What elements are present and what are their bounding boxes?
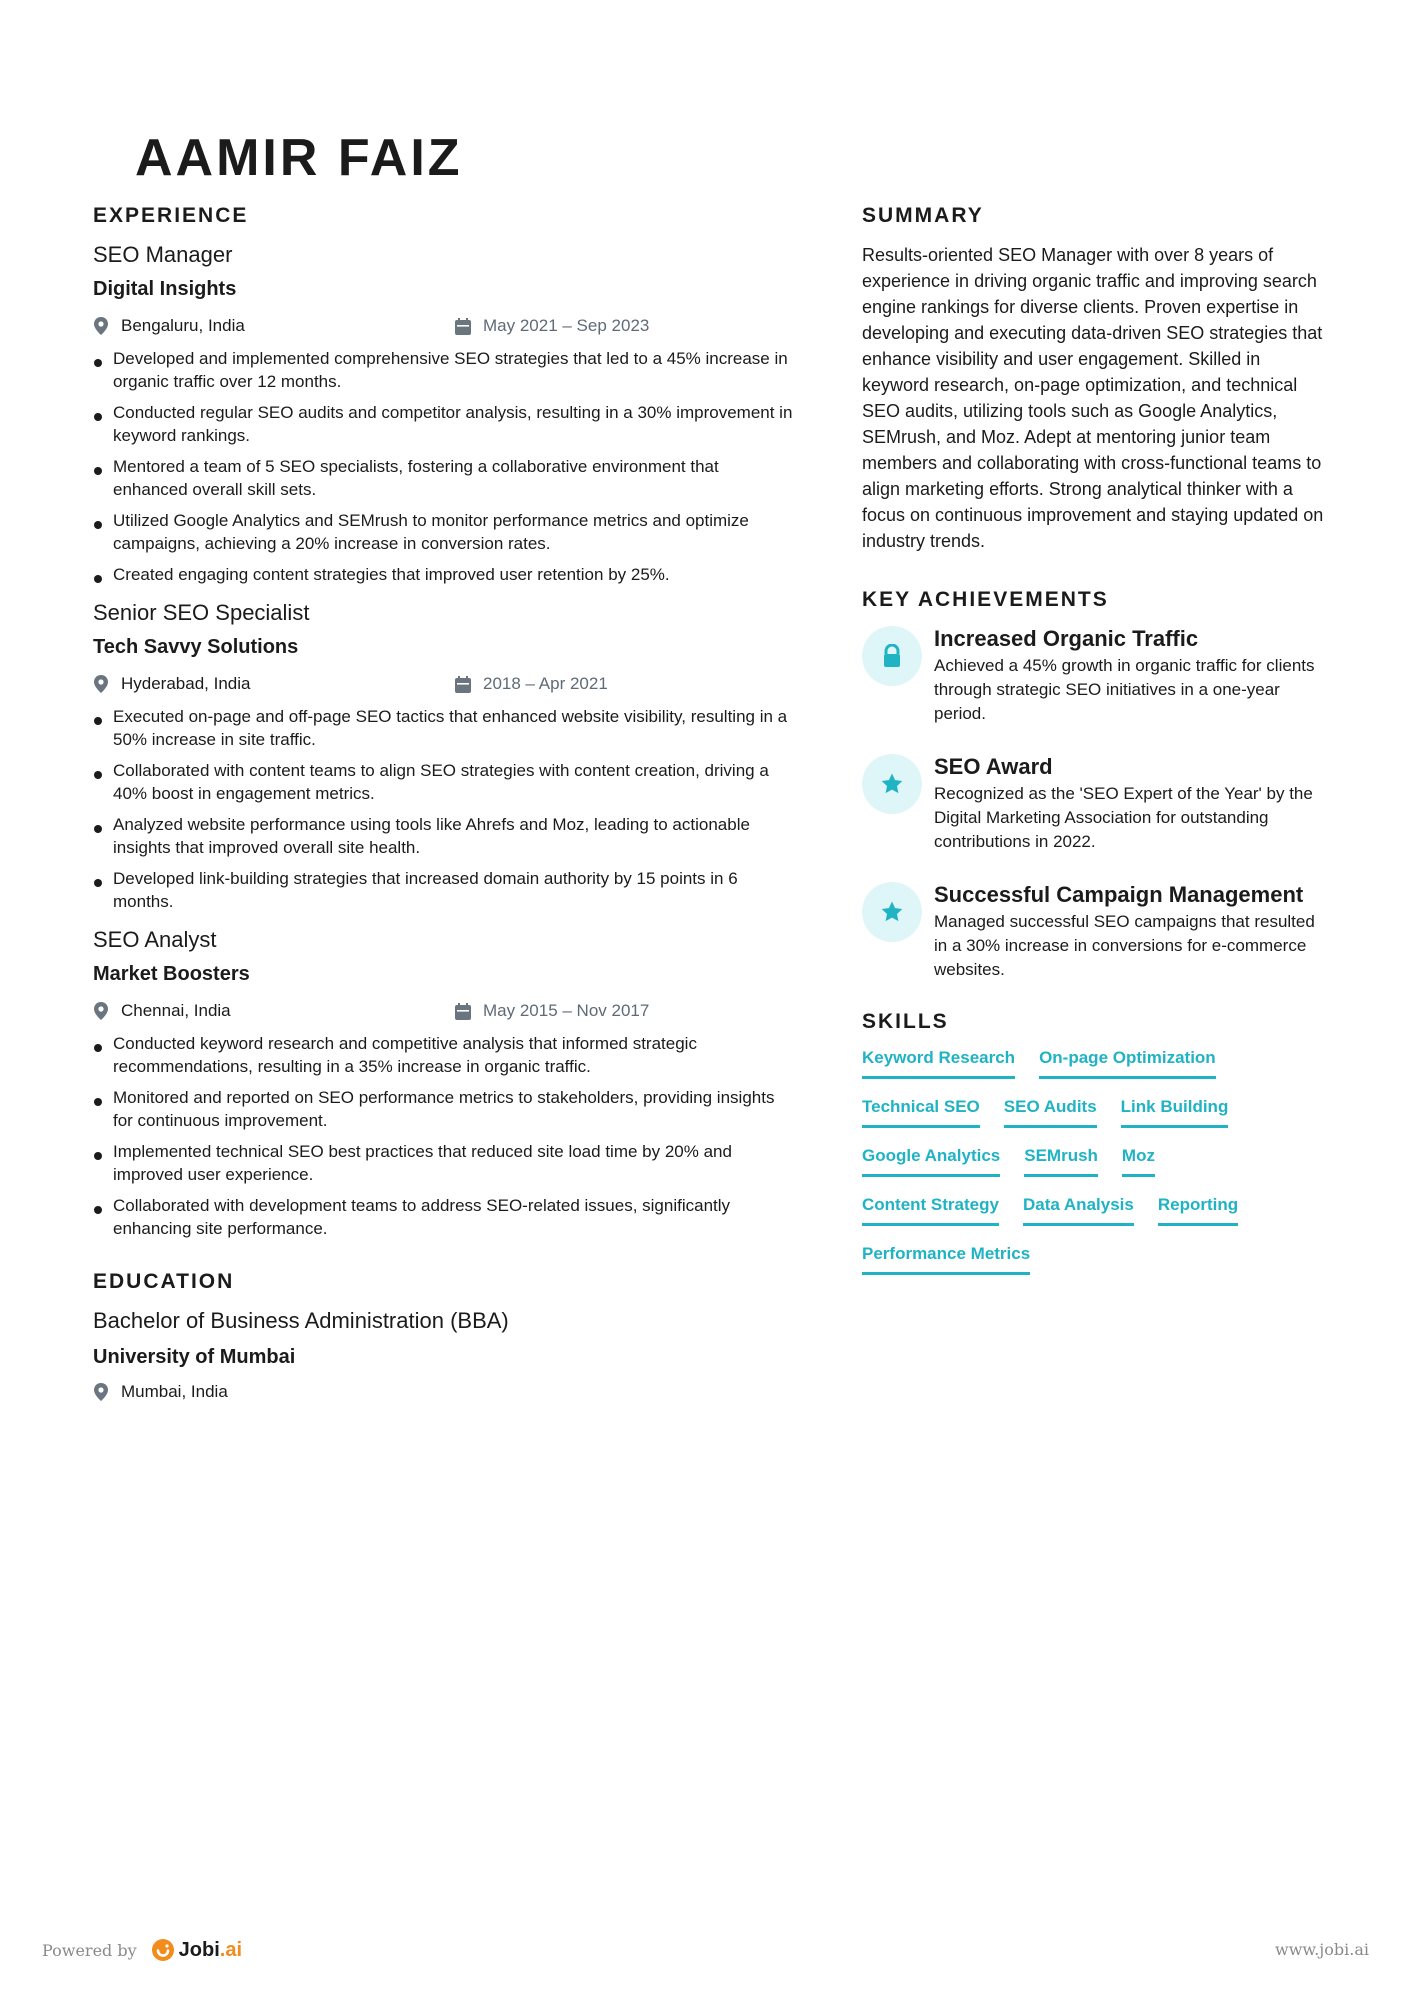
job-location <box>93 674 455 694</box>
skill-tag: Performance Metrics <box>862 1244 1030 1275</box>
achievement-body <box>934 626 1332 726</box>
job-bullets <box>93 1032 793 1240</box>
summary-text: Results-oriented SEO Manager with over 8 years of experience in driving organic traffic and improving search engine rankings for diverse clients. Proven expertise in developing and executing data-driven SEO strategies that enhance visibility and user engagement. Skilled in keyword research, on-page optimization, and technical SEO audits, utilizing tools such as Google Analytics, SEMrush, and Moz. Adept at mentoring junior team members and collaborating with cross-functional teams to align marketing efforts. Strong analytical thinker with a focus on continuous improvement and staying updated on industry trends. <box>862 245 1324 551</box>
powered-by <box>42 1938 242 1962</box>
job-bullets <box>93 347 793 586</box>
bullet-item: Collaborated with development teams to address SEO-related issues, significantly enhancing site performance. <box>93 1194 793 1240</box>
achievement-icon-badge <box>862 754 922 814</box>
powered-by-text: Powered by <box>42 1940 137 1960</box>
bullet-item: Conducted keyword research and competitive analysis that informed strategic recommendations, resulting in a 35% increase in organic traffic. <box>93 1032 793 1078</box>
summary-heading: SUMMARY <box>862 204 984 227</box>
achievement-body <box>934 882 1332 982</box>
calendar-icon <box>455 318 471 335</box>
achievement-desc: Achieved a 45% growth in organic traffic for clients through strategic SEO initiatives in a one-year period. <box>934 656 1315 723</box>
star-icon <box>880 900 904 924</box>
skills-heading: SKILLS <box>862 1010 949 1033</box>
logo-name: Jobi <box>178 1938 220 1961</box>
bullet-item: Developed link-building strategies that increased domain authority by 15 points in 6 months. <box>93 867 793 913</box>
education-meta <box>93 1381 793 1403</box>
skill-tag: SEMrush <box>1024 1146 1098 1177</box>
bullet-item: Utilized Google Analytics and SEMrush to monitor performance metrics and optimize campaigns, achieving a 20% increase in conversion rates. <box>93 509 793 555</box>
education-section <box>93 1270 793 1403</box>
bullet-item: Implemented technical SEO best practices that reduced site load time by 20% and improved user experience. <box>93 1140 793 1186</box>
bullet-item: Monitored and reported on SEO performance metrics to stakeholders, providing insights for continuous improvement. <box>93 1086 793 1132</box>
bullet-item: Developed and implemented comprehensive SEO strategies that led to a 45% increase in organic traffic over 12 months. <box>93 347 793 393</box>
job-dates <box>455 1001 649 1021</box>
job-title: SEO Analyst <box>93 927 217 952</box>
right-column <box>862 204 1332 1293</box>
location-pin-icon <box>93 675 109 693</box>
job-company: Digital Insights <box>93 278 237 300</box>
skill-tag: On-page Optimization <box>1039 1048 1216 1079</box>
job-company: Tech Savvy Solutions <box>93 636 299 658</box>
jobi-logo-text <box>179 1939 242 1962</box>
degree-title: Bachelor of Business Administration (BBA) <box>93 1308 509 1333</box>
logo-suffix: .ai <box>219 1938 243 1961</box>
candidate-name: AAMIR FAIZ <box>135 129 463 187</box>
experience-heading: EXPERIENCE <box>93 204 249 227</box>
lock-icon <box>882 644 902 668</box>
job-entry <box>93 242 793 586</box>
location-text: Bengaluru, India <box>121 316 245 335</box>
job-meta <box>93 315 793 337</box>
website-link[interactable]: www.jobi.ai <box>1275 1940 1369 1959</box>
job-meta <box>93 1000 793 1022</box>
skill-tag: Content Strategy <box>862 1195 999 1226</box>
dates-text: May 2015 – Nov 2017 <box>483 1001 650 1020</box>
job-bullets <box>93 705 793 913</box>
location-pin-icon <box>93 317 109 335</box>
skill-tag: Link Building <box>1121 1097 1229 1128</box>
bullet-item: Mentored a team of 5 SEO specialists, fostering a collaborative environment that enhanced overall skill sets. <box>93 455 793 501</box>
school-name: University of Mumbai <box>93 1346 296 1368</box>
location-text: Hyderabad, India <box>121 674 251 693</box>
location-pin-icon <box>93 1383 109 1401</box>
location-pin-icon <box>93 1002 109 1020</box>
education-location <box>93 1382 455 1402</box>
skill-tag: Reporting <box>1158 1195 1238 1226</box>
calendar-icon <box>455 676 471 693</box>
jobi-logo[interactable] <box>151 1938 242 1962</box>
skill-tag: Data Analysis <box>1023 1195 1134 1226</box>
dates-text: 2018 – Apr 2021 <box>483 674 608 693</box>
bullet-item: Created engaging content strategies that improved user retention by 25%. <box>93 563 793 586</box>
achievement-title: SEO Award <box>934 754 1053 779</box>
job-dates <box>455 674 608 694</box>
achievement-title: Increased Organic Traffic <box>934 626 1199 651</box>
skill-tag: Technical SEO <box>862 1097 980 1128</box>
jobi-logo-icon <box>151 1938 175 1962</box>
achievement-icon-badge <box>862 626 922 686</box>
achievement-item <box>862 626 1332 726</box>
achievement-body <box>934 754 1332 854</box>
job-entry <box>93 927 793 1240</box>
skills-list <box>862 1048 1332 1293</box>
left-column <box>93 204 793 1413</box>
job-location <box>93 316 455 336</box>
job-title: Senior SEO Specialist <box>93 600 310 625</box>
skill-tag: Keyword Research <box>862 1048 1015 1079</box>
calendar-icon <box>455 1003 471 1020</box>
job-entry <box>93 600 793 913</box>
achievement-icon-badge <box>862 882 922 942</box>
skill-tag: Google Analytics <box>862 1146 1000 1177</box>
job-title: SEO Manager <box>93 242 233 267</box>
skill-tag: Moz <box>1122 1146 1155 1177</box>
skill-tag: SEO Audits <box>1004 1097 1097 1128</box>
achievements-heading: KEY ACHIEVEMENTS <box>862 588 1109 611</box>
education-heading: EDUCATION <box>93 1270 235 1293</box>
bullet-item: Analyzed website performance using tools like Ahrefs and Moz, leading to actionable insights that improved overall site health. <box>93 813 793 859</box>
bullet-item: Conducted regular SEO audits and competitor analysis, resulting in a 30% improvement in keyword rankings. <box>93 401 793 447</box>
bullet-item: Executed on-page and off-page SEO tactics that enhanced website visibility, resulting in a 50% increase in site traffic. <box>93 705 793 751</box>
job-meta <box>93 673 793 695</box>
job-location <box>93 1001 455 1021</box>
achievement-desc: Recognized as the 'SEO Expert of the Year' by the Digital Marketing Association for outstanding contributions in 2022. <box>934 784 1313 851</box>
job-company: Market Boosters <box>93 963 250 985</box>
achievement-desc: Managed successful SEO campaigns that resulted in a 30% increase in conversions for e-commerce websites. <box>934 912 1315 979</box>
achievement-item <box>862 754 1332 854</box>
star-icon <box>880 772 904 796</box>
location-text: Mumbai, India <box>121 1382 228 1401</box>
location-text: Chennai, India <box>121 1001 231 1020</box>
bullet-item: Collaborated with content teams to align SEO strategies with content creation, driving a 40% boost in engagement metrics. <box>93 759 793 805</box>
job-dates <box>455 316 649 336</box>
dates-text: May 2021 – Sep 2023 <box>483 316 650 335</box>
achievement-title: Successful Campaign Management <box>934 882 1304 907</box>
achievement-item <box>862 882 1332 982</box>
